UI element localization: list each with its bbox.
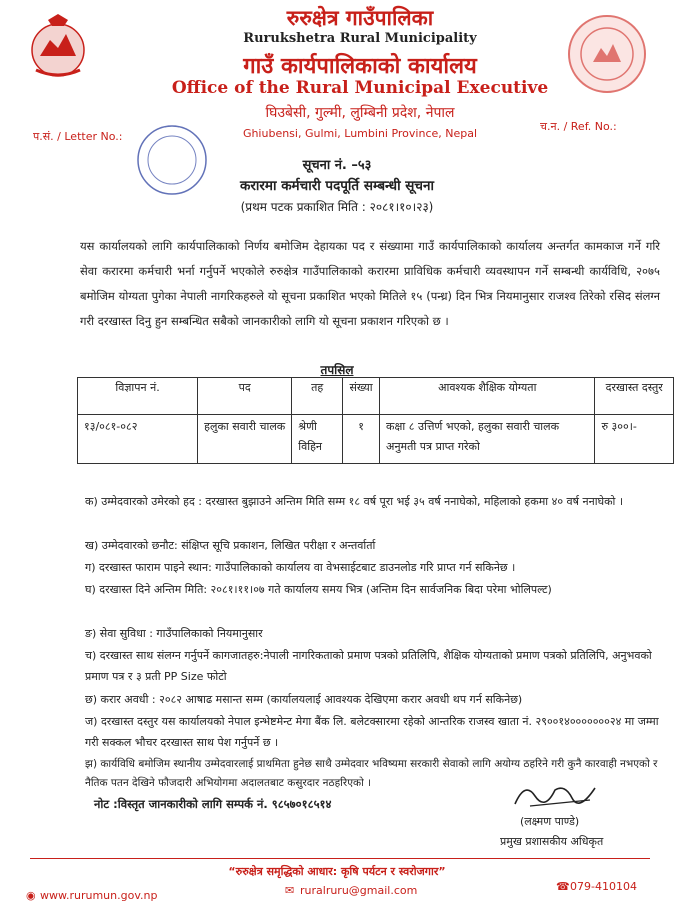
contact-note: नोट :विस्तृत जानकारीको लागि सम्पर्क नं. ९८५७०१८५१४ (94, 797, 332, 811)
table-header-row (78, 378, 674, 415)
notice-number: सूचना नं. –५३ (302, 158, 372, 173)
condition-form-location: ग) दरखास्त फाराम पाइने स्थान: गाउँपालिकाको कार्यालय वा वेभसाईटबाट डाउनलोड गरि प्राप्त गर्न सकिनेछ । (85, 561, 516, 574)
mail-icon: ✉ (285, 884, 295, 897)
office-name-en: Office of the Rural Municipal Executive (171, 78, 549, 98)
letter-no-label: प.सं. / Letter No.: (33, 130, 123, 143)
globe-icon: ◉ (26, 889, 36, 902)
cell-qualification: कक्षा ८ उत्तिर्ण भएको, हलुका सवारी चालक अनुमती पत्र प्राप्त गरेको (380, 415, 595, 464)
signature-icon (510, 776, 600, 812)
email-link[interactable]: ruralruru@gmail.com (300, 884, 418, 897)
col-count: संख्या (343, 378, 380, 415)
col-ad-no: विज्ञापन नं. (78, 378, 198, 415)
address-en: Ghiubensi, Gulmi, Lumbini Province, Nepal (242, 127, 478, 140)
condition-benefits: ङ) सेवा सुविधा : गाउँपालिकाको नियमानुसार (85, 627, 263, 640)
condition-age: क) उम्मेदवारको उमेरको हद : दरखास्त बुझाउने अन्तिम मिति सम्म १८ वर्ष पूरा भई ३५ वर्ष ननाघेको, महिलाको हकमा ४० वर्ष ननाघेको । (85, 495, 624, 508)
cell-count: १ (343, 415, 380, 464)
signatory-name: (लक्ष्मण पाण्डे) (520, 815, 580, 828)
municipality-name-en: Rurukshetra Rural Municipality (243, 31, 477, 46)
phone-number: 079-410104 (570, 880, 637, 893)
notice-date: (प्रथम पटक प्रकाशित मिति : २०८१।१०।२३) (240, 200, 434, 214)
col-level: तह (292, 378, 343, 415)
condition-selection: ख) उम्मेदवारको छनौट: संक्षिप्त सूचि प्रकाशन, लिखित परीक्षा र अन्तर्वार्ता (85, 539, 376, 552)
ref-no-label: च.न. / Ref. No.: (540, 120, 617, 133)
condition-contract-period: छ) करार अवधी : २०८२ आषाढ मसान्त सम्म (कार्यालयलाई आवश्यक देखिएमा करार अवधी थप गर्न सकिनेछ) (85, 693, 523, 706)
condition-fee-deposit: ज) दरखास्त दस्तुर यस कार्यालयको नेपाल इन्भेष्टमेन्ट मेगा बैंक लि. बलेटक्सारमा रहेको आन्तरिक राजस्व खाता नं. २९००१४०००००००२४ मा जम्मा गरी सक्कल भौचर दरखास्त साथ पेश गर्नुपर्ने छ । (85, 715, 659, 749)
phone-icon: ☎ (556, 880, 570, 893)
vacancy-table (77, 377, 674, 464)
office-name-np: गाउँ कार्यपालिकाको कार्यालय (243, 54, 477, 79)
nepal-emblem-icon (28, 12, 88, 84)
footer-divider (30, 858, 650, 859)
col-post: पद (198, 378, 292, 415)
table-caption: तपसिल (320, 363, 354, 377)
municipality-name-np: रुरुक्षेत्र गाउँपालिका (286, 6, 434, 30)
address-np: घिउबेसी, गुल्मी, लुम्बिनी प्रदेश, नेपाल (265, 105, 455, 121)
notice-body: यस कार्यालयको लागि कार्यपालिकाको निर्णय बमोजिम देहायका पद र संख्यामा गाउँ कार्यपालिकाको कार्यालय अन्तर्गत कामकाज गर्ने गरि सेवा करारमा कर्मचारी भर्ना गर्नुपर्ने भएकोले रुरुक्षेत्र गाउँपालिकाको करारमा प्राविधिक कर्मचारी व्यवस्थापन गर्ने सम्बन्धी कार्यविधि, २०७५ बमोजिम योग्यता पुगेका नेपाली नागरिकहरुले यो सूचना प्रकाशित भएको मितिले १५ (पन्ध्र) दिन भित्र नियमानुसार राजश्व तिरेको रसिद संलग्न गरी दरखास्त दिनु हुन सम्बन्धित सबैको जानकारीको लागि यो सूचना प्रकाशन गरिएको छ । (80, 239, 660, 328)
cell-post: हलुका सवारी चालक (198, 415, 292, 464)
condition-eligibility: झ) कार्यविधि बमोजिम स्थानीय उम्मेदवारलाई प्राथमिता हुनेछ साथै उम्मेदवार भविष्यमा सरकारी सेवाको लागि अयोग्य ठहरिने गरी कुनै कारवाही नभएको र नैतिक पतन देखिने फौजदारी अभियोगमा अदालतबाट कसुरदार नठहरिएको । (85, 758, 658, 789)
condition-deadline: घ) दरखास्त दिने अन्तिम मिति: २०८१।११।०७ गते कार्यालय समय भित्र (अन्तिम दिन सार्वजनिक बिदा परेमा भोलिपल्ट) (85, 583, 552, 596)
cell-level: श्रेणी विहिन (292, 415, 343, 464)
col-qualification: आवश्यक शैक्षिक योग्यता (380, 378, 595, 415)
notice-title: करारमा कर्मचारी पदपूर्ति सम्बन्धी सूचना (240, 178, 434, 194)
cell-ad-no: १३/०८१-०८२ (78, 415, 198, 464)
website-link[interactable]: www.rurumun.gov.np (40, 889, 158, 902)
signatory-title: प्रमुख प्रशासकीय अधिकृत (500, 835, 604, 848)
municipality-seal-icon (565, 12, 649, 96)
condition-documents: च) दरखास्त साथ संलग्न गर्नुपर्ने कागजातहरु:नेपाली नागरिकताको प्रमाण पत्रको प्रतिलिपि, शैक्षिक योग्यताको प्रमाण पत्रको प्रतिलिपि, अनुभवको प्रमाण पत्र र ३ प्रती PP Size फोटो (85, 649, 652, 683)
footer-slogan: “रुरुक्षेत्र समृद्धिको आधार: कृषि पर्यटन र स्वरोजगार” (228, 865, 446, 878)
table-row (78, 415, 674, 464)
cell-fee: रु ३००।- (595, 415, 674, 464)
col-fee: दरखास्त दस्तुर (595, 378, 674, 415)
